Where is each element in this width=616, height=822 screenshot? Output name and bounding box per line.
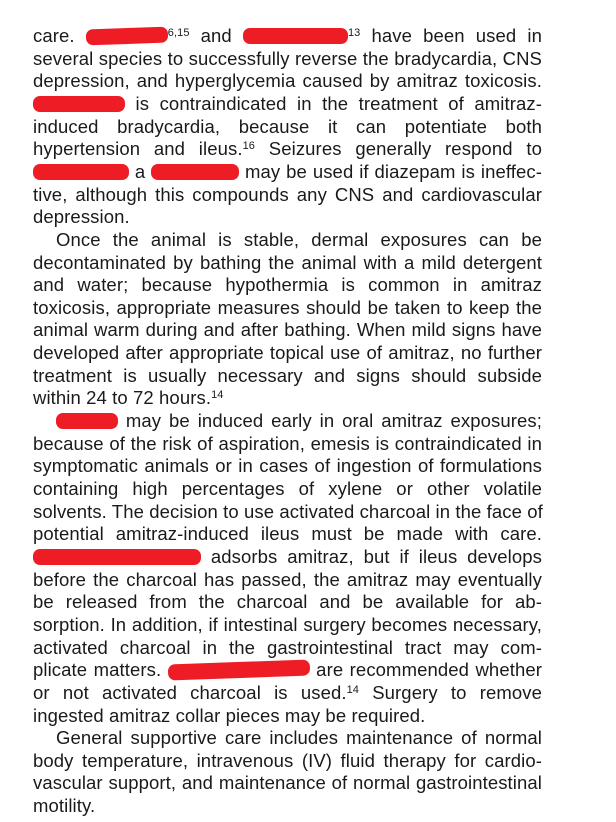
text-line: [33, 523, 542, 545]
text-run: body temperature, intravenous (IV) fluid therapy for cardio-: [33, 749, 542, 771]
text-run: symptomatic animals or in cases of ingestion of formulations: [33, 455, 542, 477]
text-line: [33, 682, 542, 704]
text-run: is contraindicated in the treatment of amitraz-: [125, 92, 542, 114]
text-run: depression.: [33, 206, 130, 228]
citation-reference: 14: [211, 389, 224, 402]
text-line: [33, 184, 542, 206]
text-run: sorption. In addition, if intestinal surgery becomes necessary,: [33, 613, 542, 635]
citation-reference: 14: [346, 683, 360, 696]
text-run: or not activated charcoal is used.: [33, 681, 347, 703]
text-line: [33, 319, 542, 341]
text-run: and: [189, 25, 243, 46]
text-run: care.: [33, 25, 86, 46]
text-line: [33, 25, 542, 47]
citation-reference: 13: [347, 27, 361, 39]
text-line: [33, 342, 542, 364]
text-run: vascular support, and maintenance of normal gastrointestinal: [33, 772, 542, 794]
paragraph-first-line: [56, 229, 542, 251]
text-run: Surgery to remove: [359, 681, 542, 703]
text-run: solvents. The decision to use activated charcoal in the face of: [33, 500, 543, 522]
redaction-mark: [33, 96, 125, 112]
text-line: [33, 297, 542, 319]
redaction-mark: [243, 28, 348, 44]
text-line: [33, 433, 542, 455]
text-line: [33, 478, 542, 500]
text-run: have been used in: [360, 25, 542, 46]
text-line: [33, 365, 542, 387]
text-run: motility.: [33, 795, 96, 817]
text-run: induced bradycardia, because it can potentiate both: [33, 115, 542, 137]
text-run: containing high percentages of xylene or other volatile: [33, 478, 542, 499]
text-run: and water; because hypothermia is common in amitraz: [33, 274, 542, 296]
text-run: may be induced early in oral amitraz exposures;: [118, 410, 542, 432]
redaction-mark: [167, 660, 309, 681]
redaction-mark: [33, 164, 129, 180]
redaction-mark: [85, 27, 168, 46]
redaction-mark: [56, 413, 118, 429]
text-run: activated charcoal in the gastrointestinal tract may com-: [33, 636, 542, 658]
text-line: [33, 591, 542, 613]
text-run: tive, although this compounds any CNS and cardiovascular: [33, 183, 542, 205]
text-line: [33, 705, 542, 727]
text-run: a: [129, 160, 152, 182]
text-run: animal warm during and after bathing. When mild signs have: [33, 319, 542, 341]
text-line: [33, 659, 542, 681]
citation-reference: 16: [242, 140, 256, 153]
text-line: [33, 772, 542, 794]
text-run: may be used if diazepam is ineffec-: [239, 160, 542, 182]
text-run: toxicosis, appropriate measures should be taken to keep the: [33, 296, 542, 318]
redaction-mark: [33, 549, 201, 565]
paragraph-first-line: [56, 727, 542, 749]
text-line: [33, 161, 542, 183]
text-line: [33, 750, 542, 772]
text-line: [33, 501, 542, 523]
text-run: developed after appropriate topical use of amitraz, no further: [33, 342, 542, 364]
text-line: [33, 138, 542, 160]
text-run: within 24 to 72 hours.: [33, 387, 212, 409]
text-run: decontaminated by bathing the animal with a mild detergent: [33, 251, 542, 273]
text-line: [33, 569, 542, 591]
text-run: adsorbs amitraz, but if ileus develops: [201, 545, 542, 567]
text-line: [33, 637, 542, 659]
text-run: Once the animal is stable, dermal exposures can be: [56, 228, 542, 250]
text-run: before the charcoal has passed, the amitraz may eventually: [33, 568, 542, 590]
text-run: General supportive care includes maintenance of normal: [56, 727, 542, 749]
text-run: are recommended whether: [309, 659, 542, 681]
text-line: [33, 252, 542, 274]
text-line: [33, 614, 542, 636]
redaction-mark: [151, 164, 239, 180]
text-line: [33, 116, 542, 138]
text-run: depression, and hyperglycemia caused by amitraz toxicosis.: [33, 70, 542, 92]
text-run: ingested amitraz collar pieces may be required.: [33, 704, 426, 726]
text-run: plicate matters.: [33, 659, 168, 681]
text-run: potential amitraz-induced ileus must be made with care.: [33, 523, 542, 545]
text-line: [33, 70, 542, 92]
text-line: [33, 93, 542, 115]
text-run: hypertension and ileus.: [33, 138, 243, 160]
citation-reference: 6,15: [167, 27, 190, 39]
paragraph-first-line: [56, 410, 542, 432]
text-run: treatment is usually necessary and signs should subside: [33, 364, 542, 386]
text-line: [33, 387, 542, 409]
text-line: [33, 546, 542, 568]
text-line: [33, 795, 542, 817]
text-run: be released from the charcoal and be available for ab-: [33, 591, 542, 613]
text-line: [33, 206, 542, 228]
text-run: Seizures generally respond to: [255, 138, 542, 160]
text-line: [33, 48, 542, 70]
text-run: because of the risk of aspiration, emesis is contraindicated in: [33, 432, 542, 454]
text-line: [33, 455, 542, 477]
text-run: several species to successfully reverse the bradycardia, CNS: [33, 47, 542, 69]
text-line: [33, 274, 542, 296]
